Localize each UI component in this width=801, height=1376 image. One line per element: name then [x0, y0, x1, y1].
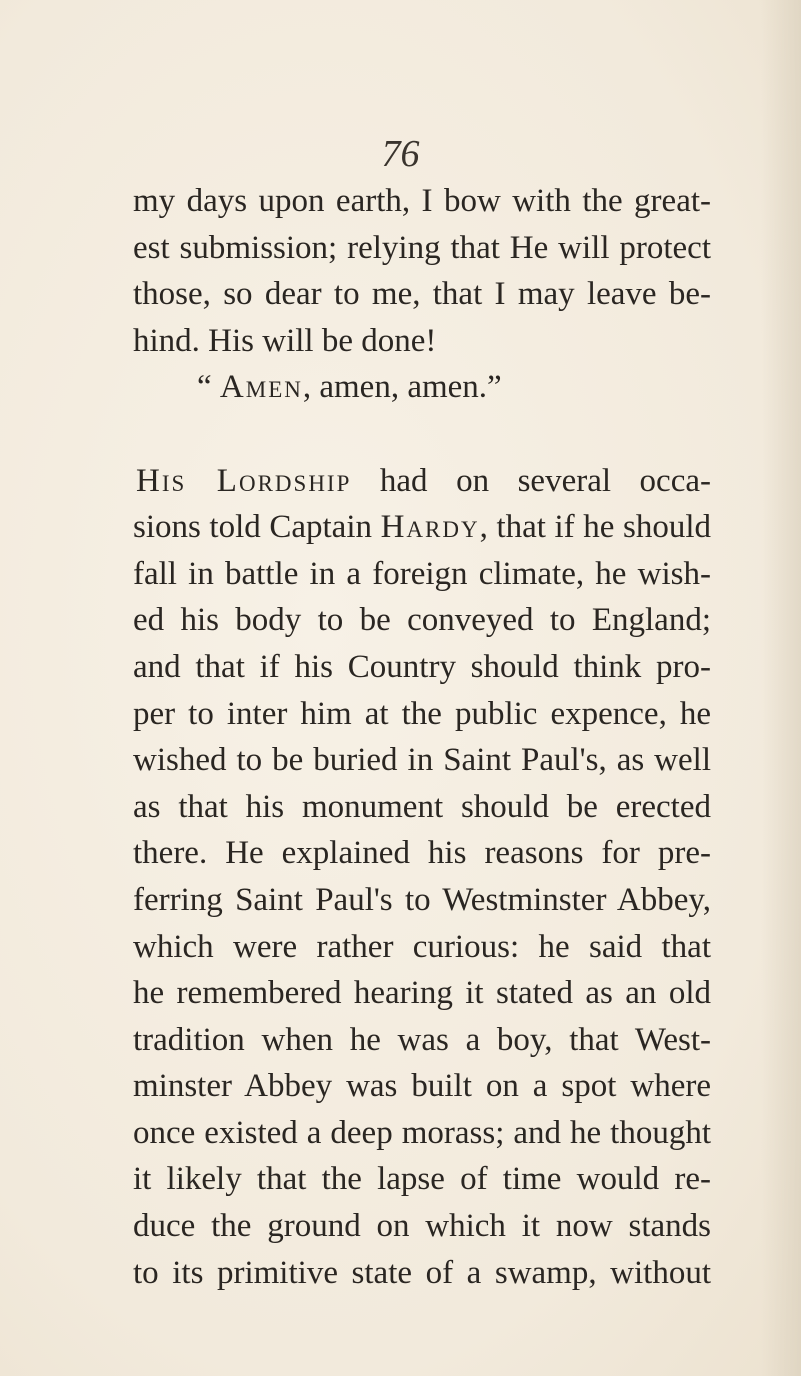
text-line: fall in battle in a foreign climate, he wish-: [133, 555, 711, 592]
page-number: 76: [381, 133, 420, 175]
line-rest: had on several occa-: [351, 462, 711, 499]
text-line: [133, 504, 711, 551]
quote-line: [133, 364, 711, 411]
line-rest: , that if he should: [479, 509, 711, 546]
body-text: [133, 178, 711, 1296]
text-line: ed his body to be conveyed to England;: [133, 602, 711, 639]
text-line: it likely that the lapse of time would re-: [133, 1161, 711, 1198]
text-line: minster Abbey was built on a spot where: [133, 1068, 711, 1105]
text-line: tradition when he was a boy, that West-: [133, 1021, 711, 1058]
line-pre: sions told Captain: [133, 509, 381, 546]
text-line: ferring Saint Paul's to Westminster Abbey,: [133, 881, 711, 918]
text-line: once existed a deep morass; and he thought: [133, 1114, 711, 1151]
quote-open: “: [197, 369, 220, 406]
text-line: to its primitive state of a swamp, without: [133, 1254, 711, 1291]
page-edge-shadow: [761, 0, 801, 1376]
text-line: those, so dear to me, that I may leave be-: [133, 276, 711, 313]
text-line: per to inter him at the public expence, he: [133, 695, 711, 732]
small-caps-phrase: His Lordship: [136, 462, 352, 499]
text-line: est submission; relying that He will protect: [133, 229, 711, 266]
paragraph-start-line: [133, 458, 711, 505]
text-line: as that his monument should be erected: [133, 788, 711, 825]
paragraph-gap: [133, 411, 711, 458]
text-line: there. He explained his reasons for pre-: [133, 835, 711, 872]
small-caps-word: Amen: [219, 369, 303, 406]
text-line: which were rather curious: he said that: [133, 928, 711, 965]
text-line: duce the ground on which it now stands: [133, 1208, 711, 1245]
quote-rest: , amen, amen.”: [302, 369, 502, 406]
text-line: my days upon earth, I bow with the great-: [133, 183, 711, 219]
text-line: wished to be buried in Saint Paul's, as well: [133, 742, 711, 779]
text-line: and that if his Country should think pro-: [133, 648, 711, 685]
small-caps-name: Hardy: [380, 509, 480, 546]
text-line: he remembered hearing it stated as an old: [133, 975, 711, 1012]
text-line: hind. His will be done!: [133, 322, 437, 359]
